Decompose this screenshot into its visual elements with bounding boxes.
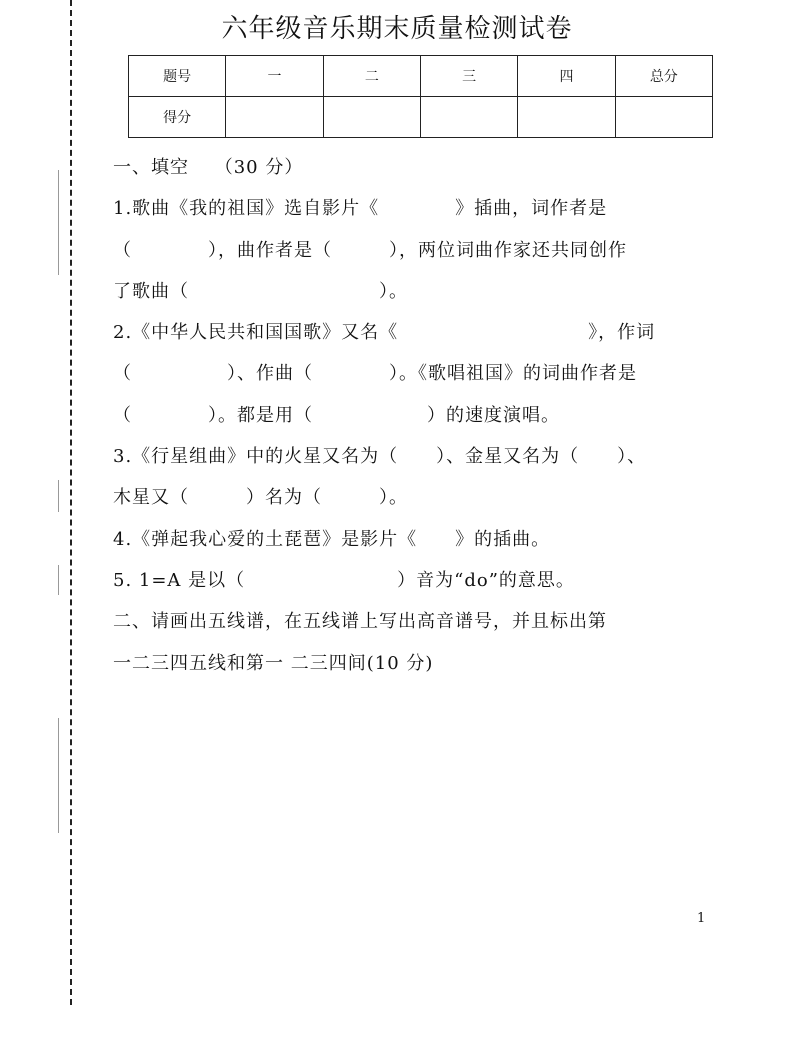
- section-heading: 一二三四五线和第一 二三四间(10 分): [113, 652, 434, 674]
- score-cell[interactable]: [615, 97, 712, 138]
- binding-margin-mark: [58, 718, 59, 833]
- score-table: [128, 55, 713, 138]
- score-row-label: 得分: [129, 97, 226, 138]
- question-line: 木星又（ ）名为（ ）。: [113, 487, 408, 509]
- score-header-cell: 题号: [129, 56, 226, 97]
- question-line: 2.《中华人民共和国国歌》又名《 》，作词: [113, 322, 656, 344]
- score-header-cell: 四: [518, 56, 615, 97]
- exam-content: [113, 147, 713, 684]
- section-heading: 一、填空 （30 分）: [113, 157, 304, 178]
- question-line: （ ）。都是用（ ）的速度演唱。: [113, 404, 560, 426]
- question-line: 4.《弹起我心爱的土琵琶》是影片《 》的插曲。: [113, 528, 551, 550]
- question-line: （ ）、作曲（ ）。《歌唱祖国》的词曲作者是: [113, 363, 637, 385]
- section-heading: 二、请画出五线谱，在五线谱上写出高音谱号，并且标出第: [113, 611, 607, 633]
- question-line: 3.《行星组曲》中的火星又名为（ ）、金星又名为（ ）、: [113, 446, 647, 468]
- binding-margin-mark: [58, 170, 59, 275]
- score-cell[interactable]: [226, 97, 323, 138]
- score-header-cell: 三: [420, 56, 517, 97]
- question-line: 5. 1=A 是以（ ）音为“do”的意思。: [113, 569, 575, 591]
- page-number: 1: [697, 911, 706, 926]
- score-cell[interactable]: [420, 97, 517, 138]
- score-cell[interactable]: [323, 97, 420, 138]
- score-table-header-row: [129, 56, 713, 97]
- score-header-cell: 总分: [615, 56, 712, 97]
- question-line: 了歌曲（ ）。: [113, 280, 408, 302]
- score-table-score-row: [129, 97, 713, 138]
- binding-dashed-line: [70, 0, 72, 1005]
- score-header-cell: 二: [323, 56, 420, 97]
- binding-margin-mark: [58, 565, 59, 595]
- question-line: （ ），曲作者是（ ），两位词曲作家还共同创作: [113, 239, 627, 261]
- score-cell[interactable]: [518, 97, 615, 138]
- score-header-cell: 一: [226, 56, 323, 97]
- question-line: 1.歌曲《我的祖国》选自影片《 》插曲，词作者是: [113, 198, 608, 220]
- binding-margin-mark: [58, 480, 59, 512]
- exam-title: 六年级音乐期末质量检测试卷: [221, 14, 573, 44]
